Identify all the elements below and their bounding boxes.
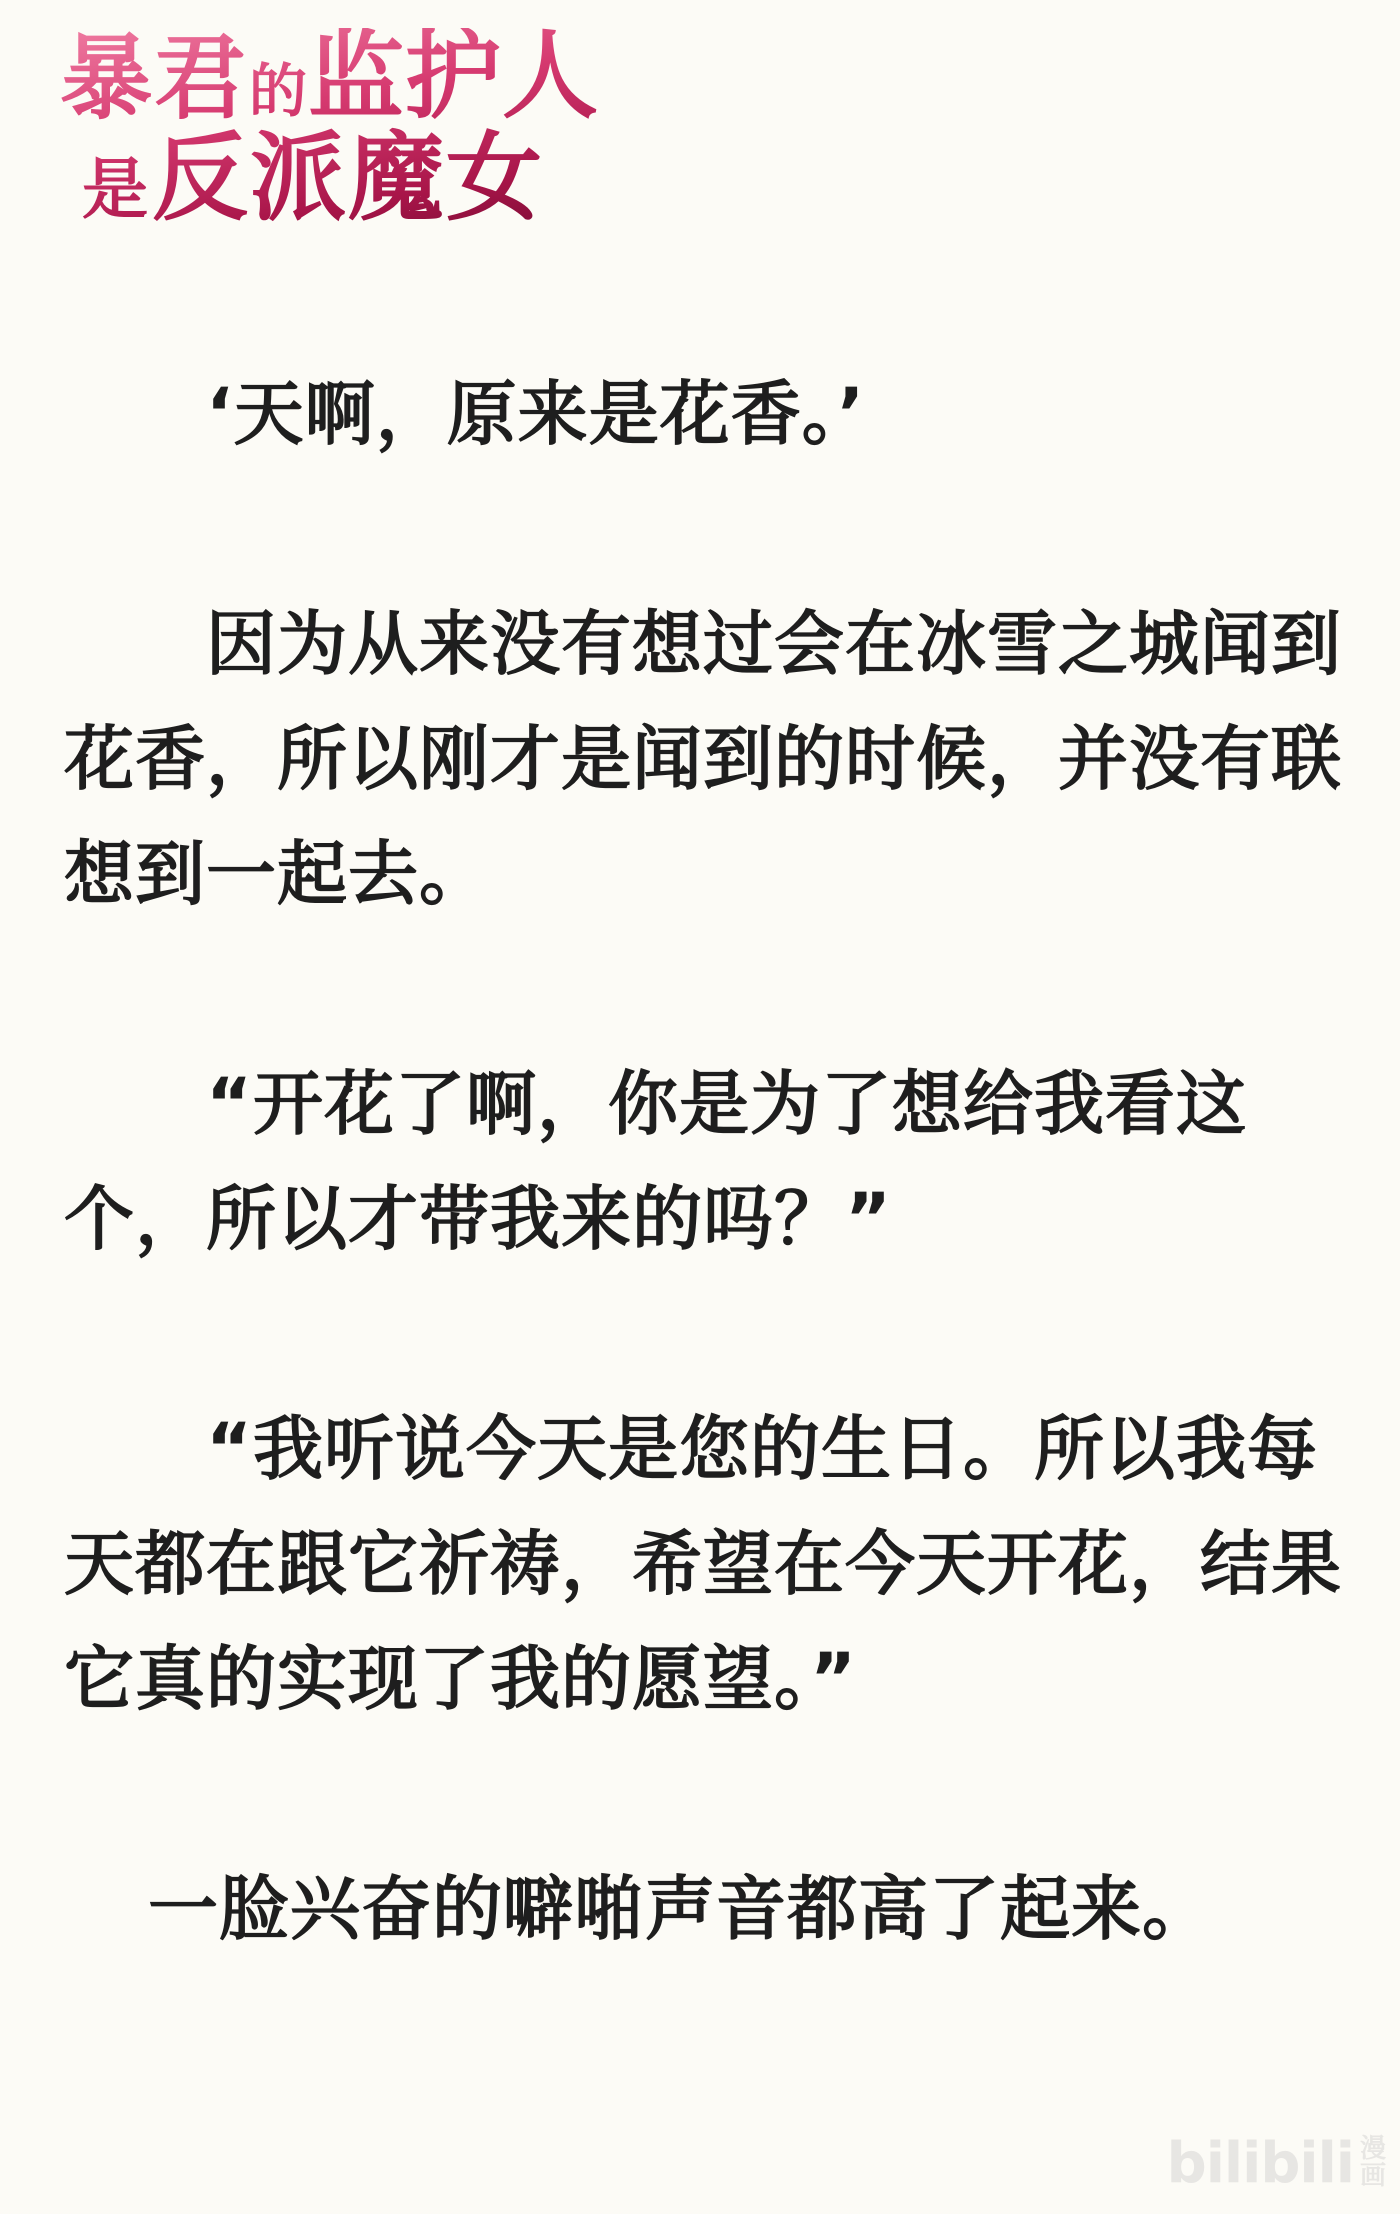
logo-text-baojun: 暴君 bbox=[60, 24, 249, 132]
text-line: 想到一起去。 bbox=[64, 833, 490, 915]
text-line: 它真的实现了我的愿望。” bbox=[64, 1638, 858, 1720]
logo-text-fanpaimonv: 反派魔女 bbox=[152, 121, 544, 234]
logo-text-shi: 是 bbox=[82, 150, 148, 228]
series-logo-line1 bbox=[60, 19, 600, 132]
paragraph-4 bbox=[64, 1392, 1354, 1737]
paragraph-2 bbox=[64, 587, 1354, 932]
series-logo-line2 bbox=[60, 121, 599, 234]
series-logo bbox=[60, 19, 600, 234]
watermark-manga-char-bottom: 画 bbox=[1359, 2161, 1386, 2191]
watermark-manga-label bbox=[1360, 2136, 1386, 2190]
logo-text-de: 的 bbox=[249, 57, 308, 125]
logo-text-jianhuren: 监护人 bbox=[308, 19, 600, 132]
paragraph-5 bbox=[64, 1852, 1354, 1967]
watermark-manga-char-top: 漫 bbox=[1359, 2134, 1386, 2164]
text-line: 天都在跟它祈祷，希望在今天开花，结果 bbox=[64, 1523, 1342, 1605]
novel-text bbox=[64, 357, 1354, 1967]
paragraph-3 bbox=[64, 1047, 1354, 1277]
text-line: 一脸兴奋的噼啪声音都高了起来。 bbox=[148, 1868, 1213, 1950]
bilibili-manga-watermark bbox=[1166, 2131, 1386, 2196]
text-line: “开花了啊，你是为了想给我看这 bbox=[206, 1063, 1248, 1145]
text-line: 个，所以才带我来的吗？” bbox=[64, 1178, 893, 1260]
text-line: 花香，所以刚才是闻到的时候，并没有联 bbox=[64, 718, 1342, 800]
bilibili-logo-text: bilibili bbox=[1166, 2131, 1354, 2196]
text-line: ‘天啊，原来是花香。’ bbox=[206, 373, 866, 455]
text-line: “我听说今天是您的生日。所以我每 bbox=[206, 1408, 1319, 1490]
paragraph-1 bbox=[64, 357, 1354, 472]
text-line: 因为从来没有想过会在冰雪之城闻到 bbox=[206, 603, 1342, 685]
